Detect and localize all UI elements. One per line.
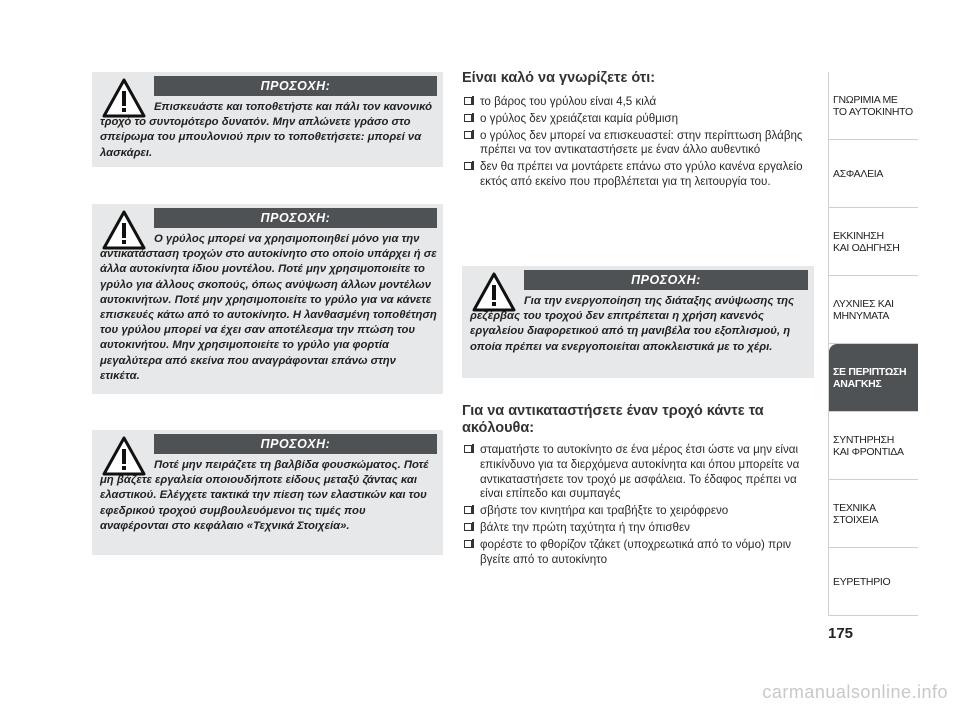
tab-starting-driving[interactable]: ΕΚΚΙΝΗΣΗ ΚΑΙ ΟΔΗΓΗΣΗ (829, 208, 918, 276)
tab-emergency[interactable]: ΣΕ ΠΕΡΙΠΤΩΣΗ ΑΝΑΓΚΗΣ (829, 344, 918, 412)
checkbox-bullet-icon (464, 114, 472, 122)
tab-maintenance[interactable]: ΣΥΝΤΗΡΗΣΗ ΚΑΙ ΦΡΟΝΤΙΔΑ (829, 412, 918, 480)
tab-warning-lights[interactable]: ΛΥΧΝΙΕΣ ΚΑΙ ΜΗΝΥΜΑΤΑ (829, 276, 918, 344)
warning-title: ΠΡΟΣΟΧΗ: (154, 208, 437, 228)
checkbox-bullet-icon (464, 445, 472, 453)
section-replace-wheel (462, 403, 817, 569)
bullet-list (462, 95, 817, 190)
list-item: ο γρύλος δεν μπορεί να επισκευαστεί: στην περίπτωση βλάβης πρέπει να τον αντικαταστήσετε με έναν άλλο αυθεντικό (462, 129, 817, 159)
warning-text: Επισκευάστε και τοποθετήστε και πάλι τον κανονικό τροχό το συντομότερο δυνατόν. Μην απλώνετε γράσο στο σπείρωμα του μπουλονιού πριν το τοποθετήσετε: μπορεί να λασκάρει. (100, 101, 432, 159)
checkbox-bullet-icon (464, 540, 472, 548)
checkbox-bullet-icon (464, 97, 472, 105)
list-item: σταματήστε το αυτοκίνητο σε ένα μέρος έτσι ώστε να μην είναι επικίνδυνο για τα διερχόμενα αυτοκίνητα και όπου μπορείτε να αντικαταστήσετε τον τροχό με ασφάλεια. Το έδαφος πρέπει να είναι επίπεδο και συμπαγές (462, 443, 817, 502)
warning-text: Ο γρύλος μπορεί να χρησιμοποιηθεί μόνο για την αντικατάσταση τροχών στο αυτοκίνητο στο οποίο υπάρχει ή σε άλλα αυτοκίνητα ίδιου μοντέλου. Ποτέ μην χρησιμοποιείτε το γρύλο για άλλους σκοπούς, όπως ανύψωση άλλων μοντέλων αυτοκινήτων. Ποτέ μην χρησιμοποιείτε το γρύλο για να κάνετε επισκευές κάτω από το αυτοκίνητο. Η λανθασμένη τοποθέτηση του γρύλου μπορεί να έχει σαν αποτέλεσμα την πτώση του αυτοκινήτου. Μην χρησιμοποιείτε το γρύλο για φορτία μεγαλύτερα από εκείνα που αναγράφονται επάνω στην ετικέτα. (100, 233, 437, 382)
list-item: βάλτε την πρώτη ταχύτητα ή την όπισθεν (462, 521, 817, 536)
checkbox-bullet-icon (464, 523, 472, 531)
list-item: φορέστε το φθορίζον τζάκετ (υποχρεωτικά από το νόμο) πριν βγείτε από το αυτοκίνητο (462, 538, 817, 568)
warning-title: ΠΡΟΣΟΧΗ: (524, 270, 808, 290)
warning-panel-1 (92, 72, 443, 167)
checkbox-bullet-icon (464, 506, 472, 514)
watermark: carmanualsonline.info (762, 682, 948, 702)
warning-text: Για την ενεργοποίηση της διάταξης ανύψωσης της ρεζέρβας του τροχού δεν επιτρέπεται η χρήση κανενός εργαλείου διαφορετικού από τη μανιβέλα του εξοπλισμού, η οποία πρέπει να ενεργοποιείται αποκλειστικά με το χέρι. (470, 295, 795, 353)
warning-text: Ποτέ μην πειράζετε τη βαλβίδα φουσκώματος. Ποτέ μη βάζετε εργαλεία οποιουδήποτε είδους μεταξύ ζάντας και ελαστικού. Ελέγχετε τακτικά την πίεση των ελαστικών και του εφεδρικού τροχού συμβουλευόμενοι τις τιμές που αναφέρονται στο κεφάλαιο «Τεχνικά Στοιχεία». (100, 459, 429, 532)
chapter-tabs (828, 72, 918, 616)
warning-title: ΠΡΟΣΟΧΗ: (154, 76, 437, 96)
warning-title: ΠΡΟΣΟΧΗ: (154, 434, 437, 454)
list-item: δεν θα πρέπει να μοντάρετε επάνω στο γρύλο κανένα εργαλείο εκτός από εκείνο που προβλέπεται για τη λειτουργία του. (462, 160, 817, 190)
tab-technical-data[interactable]: ΤΕΧΝΙΚΑ ΣΤΟΙΧΕΙΑ (829, 480, 918, 548)
checkbox-bullet-icon (464, 131, 472, 139)
tab-index[interactable]: ΕΥΡΕΤΗΡΙΟ (829, 548, 918, 616)
bullet-list (462, 443, 817, 567)
warning-panel-3 (92, 430, 443, 555)
warning-panel-4 (462, 266, 814, 378)
list-item: ο γρύλος δεν χρειάζεται καμία ρύθμιση (462, 112, 817, 127)
warning-panel-2 (92, 204, 443, 394)
list-item: σβήστε τον κινητήρα και τραβήξτε το χειρόφρενο (462, 504, 817, 519)
section-good-to-know (462, 70, 817, 192)
page-number: 175 (828, 625, 854, 642)
section-heading: Για να αντικαταστήσετε έναν τροχό κάντε τα ακόλουθα: (462, 403, 764, 436)
checkbox-bullet-icon (464, 162, 472, 170)
tab-safety[interactable]: ΑΣΦΑΛΕΙΑ (829, 140, 918, 208)
tab-getting-to-know[interactable]: ΓΝΩΡΙΜΙΑ ΜΕ ΤΟ ΑΥΤΟΚΙΝΗΤΟ (829, 72, 918, 140)
list-item: το βάρος του γρύλου είναι 4,5 κιλά (462, 95, 817, 110)
section-heading: Είναι καλό να γνωρίζετε ότι: (462, 70, 656, 86)
